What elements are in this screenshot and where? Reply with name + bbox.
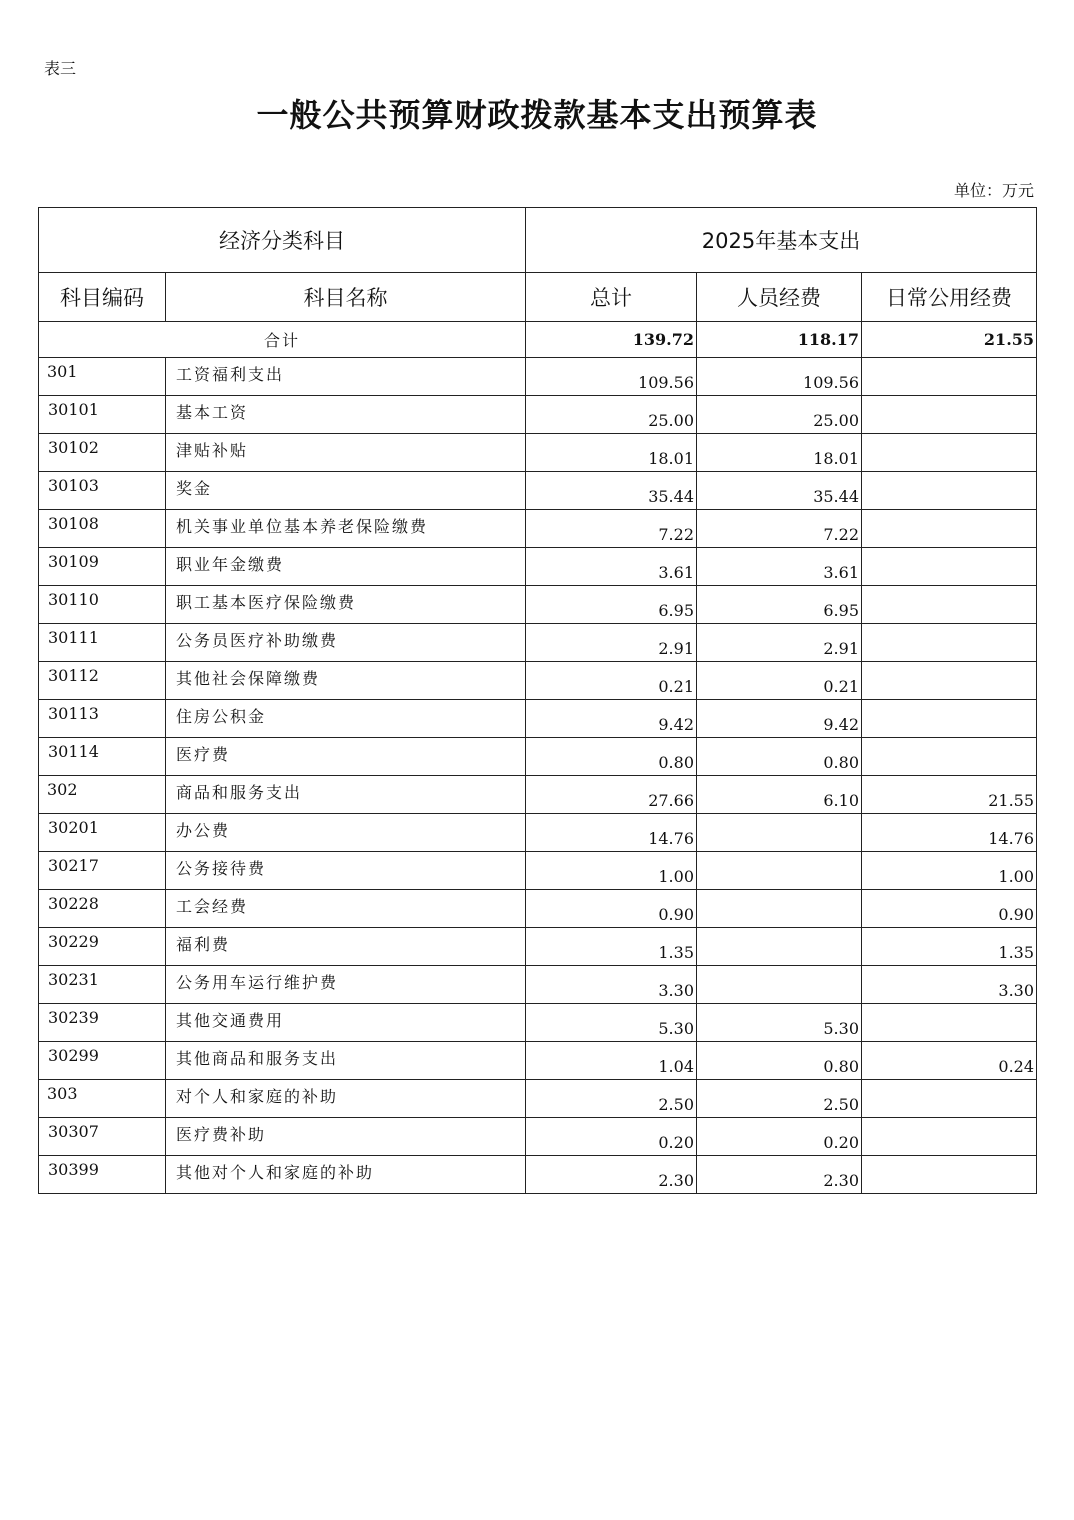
- row-public: 21.55: [862, 776, 1037, 814]
- row-code: 302: [39, 776, 166, 814]
- row-total: 2.30: [526, 1156, 697, 1194]
- summary-total: 139.72: [526, 322, 697, 358]
- row-total: 35.44: [526, 472, 697, 510]
- row-code: 30231: [39, 966, 166, 1004]
- row-code: 30108: [39, 510, 166, 548]
- row-code: 30307: [39, 1118, 166, 1156]
- table-row: [39, 624, 1037, 662]
- header-total: 总计: [526, 273, 697, 322]
- row-total: 0.90: [526, 890, 697, 928]
- row-public: [862, 624, 1037, 662]
- row-total: 9.42: [526, 700, 697, 738]
- row-name: 职工基本医疗保险缴费: [166, 586, 526, 624]
- summary-personnel: 118.17: [697, 322, 862, 358]
- row-code: 30299: [39, 1042, 166, 1080]
- row-code: 30228: [39, 890, 166, 928]
- row-name: 工资福利支出: [166, 358, 526, 396]
- row-name: 对个人和家庭的补助: [166, 1080, 526, 1118]
- row-personnel: [697, 814, 862, 852]
- row-public: [862, 434, 1037, 472]
- row-name: 机关事业单位基本养老保险缴费: [166, 510, 526, 548]
- row-code: 30103: [39, 472, 166, 510]
- row-code: 30201: [39, 814, 166, 852]
- header-economic-classification: 经济分类科目: [39, 208, 526, 273]
- table-row: [39, 700, 1037, 738]
- row-name: 奖金: [166, 472, 526, 510]
- row-personnel: 6.10: [697, 776, 862, 814]
- row-total: 1.00: [526, 852, 697, 890]
- row-total: 0.20: [526, 1118, 697, 1156]
- row-public: 1.35: [862, 928, 1037, 966]
- row-personnel: 9.42: [697, 700, 862, 738]
- row-total: 27.66: [526, 776, 697, 814]
- row-personnel: 2.91: [697, 624, 862, 662]
- table-row: [39, 776, 1037, 814]
- row-name: 办公费: [166, 814, 526, 852]
- summary-row: [39, 322, 1037, 358]
- row-code: 30114: [39, 738, 166, 776]
- row-total: 2.91: [526, 624, 697, 662]
- row-public: 3.30: [862, 966, 1037, 1004]
- row-personnel: [697, 852, 862, 890]
- row-total: 0.21: [526, 662, 697, 700]
- row-personnel: 35.44: [697, 472, 862, 510]
- row-total: 0.80: [526, 738, 697, 776]
- row-total: 109.56: [526, 358, 697, 396]
- row-code: 30110: [39, 586, 166, 624]
- row-name: 商品和服务支出: [166, 776, 526, 814]
- table-row: [39, 814, 1037, 852]
- row-public: [862, 396, 1037, 434]
- row-total: 18.01: [526, 434, 697, 472]
- row-public: [862, 1004, 1037, 1042]
- row-code: 30239: [39, 1004, 166, 1042]
- row-public: [862, 1156, 1037, 1194]
- row-name: 住房公积金: [166, 700, 526, 738]
- row-name: 其他对个人和家庭的补助: [166, 1156, 526, 1194]
- row-code: 30112: [39, 662, 166, 700]
- row-public: [862, 662, 1037, 700]
- table-row: [39, 472, 1037, 510]
- table-row: [39, 852, 1037, 890]
- table-row: [39, 928, 1037, 966]
- header-personnel: 人员经费: [697, 273, 862, 322]
- summary-label: 合计: [39, 322, 526, 358]
- row-code: 30109: [39, 548, 166, 586]
- row-personnel: 2.50: [697, 1080, 862, 1118]
- row-total: 1.35: [526, 928, 697, 966]
- row-personnel: [697, 928, 862, 966]
- row-name: 工会经费: [166, 890, 526, 928]
- row-code: 30101: [39, 396, 166, 434]
- row-code: 301: [39, 358, 166, 396]
- row-name: 公务接待费: [166, 852, 526, 890]
- row-public: 0.24: [862, 1042, 1037, 1080]
- row-code: 303: [39, 1080, 166, 1118]
- row-total: 25.00: [526, 396, 697, 434]
- row-code: 30399: [39, 1156, 166, 1194]
- row-personnel: 25.00: [697, 396, 862, 434]
- row-name: 医疗费: [166, 738, 526, 776]
- table-row: [39, 1004, 1037, 1042]
- row-total: 5.30: [526, 1004, 697, 1042]
- row-public: [862, 1118, 1037, 1156]
- row-name: 津贴补贴: [166, 434, 526, 472]
- row-name: 其他社会保障缴费: [166, 662, 526, 700]
- row-public: 14.76: [862, 814, 1037, 852]
- row-personnel: 0.20: [697, 1118, 862, 1156]
- row-personnel: 0.80: [697, 738, 862, 776]
- row-total: 3.61: [526, 548, 697, 586]
- row-public: [862, 510, 1037, 548]
- row-personnel: 109.56: [697, 358, 862, 396]
- row-code: 30229: [39, 928, 166, 966]
- row-personnel: 7.22: [697, 510, 862, 548]
- table-row: [39, 890, 1037, 928]
- header-row-columns: [39, 273, 1037, 322]
- row-total: 7.22: [526, 510, 697, 548]
- row-public: [862, 548, 1037, 586]
- row-personnel: [697, 966, 862, 1004]
- table-row: [39, 396, 1037, 434]
- row-personnel: 6.95: [697, 586, 862, 624]
- row-total: 1.04: [526, 1042, 697, 1080]
- row-public: 0.90: [862, 890, 1037, 928]
- row-total: 14.76: [526, 814, 697, 852]
- row-total: 2.50: [526, 1080, 697, 1118]
- row-code: 30102: [39, 434, 166, 472]
- row-code: 30113: [39, 700, 166, 738]
- row-name: 公务员医疗补助缴费: [166, 624, 526, 662]
- table-label: 表三: [44, 59, 77, 78]
- table-row: [39, 548, 1037, 586]
- table-row: [39, 1080, 1037, 1118]
- row-public: [862, 738, 1037, 776]
- header-row-group: [39, 208, 1037, 273]
- table-row: [39, 510, 1037, 548]
- unit-label: 单位：万元: [953, 181, 1034, 200]
- row-personnel: 0.21: [697, 662, 862, 700]
- header-basic-expenditure: 2025年基本支出: [526, 208, 1037, 273]
- row-name: 职业年金缴费: [166, 548, 526, 586]
- table-row: [39, 738, 1037, 776]
- budget-table: [38, 207, 1037, 1194]
- row-name: 福利费: [166, 928, 526, 966]
- row-name: 基本工资: [166, 396, 526, 434]
- row-personnel: 3.61: [697, 548, 862, 586]
- table-row: [39, 358, 1037, 396]
- summary-public: 21.55: [862, 322, 1037, 358]
- table-row: [39, 1118, 1037, 1156]
- row-personnel: 2.30: [697, 1156, 862, 1194]
- table-row: [39, 434, 1037, 472]
- table-row: [39, 586, 1037, 624]
- header-public: 日常公用经费: [862, 273, 1037, 322]
- row-name: 其他商品和服务支出: [166, 1042, 526, 1080]
- row-public: [862, 358, 1037, 396]
- row-total: 6.95: [526, 586, 697, 624]
- header-name: 科目名称: [166, 273, 526, 322]
- row-personnel: 5.30: [697, 1004, 862, 1042]
- row-public: 1.00: [862, 852, 1037, 890]
- page-title: 一般公共预算财政拨款基本支出预算表: [256, 96, 818, 134]
- row-personnel: [697, 890, 862, 928]
- row-public: [862, 700, 1037, 738]
- row-name: 公务用车运行维护费: [166, 966, 526, 1004]
- table-row: [39, 1042, 1037, 1080]
- header-code: 科目编码: [39, 273, 166, 322]
- row-name: 其他交通费用: [166, 1004, 526, 1042]
- row-code: 30217: [39, 852, 166, 890]
- row-public: [862, 586, 1037, 624]
- row-name: 医疗费补助: [166, 1118, 526, 1156]
- row-public: [862, 472, 1037, 510]
- table-row: [39, 966, 1037, 1004]
- row-total: 3.30: [526, 966, 697, 1004]
- row-public: [862, 1080, 1037, 1118]
- row-personnel: 0.80: [697, 1042, 862, 1080]
- table-row: [39, 1156, 1037, 1194]
- row-personnel: 18.01: [697, 434, 862, 472]
- table-row: [39, 662, 1037, 700]
- row-code: 30111: [39, 624, 166, 662]
